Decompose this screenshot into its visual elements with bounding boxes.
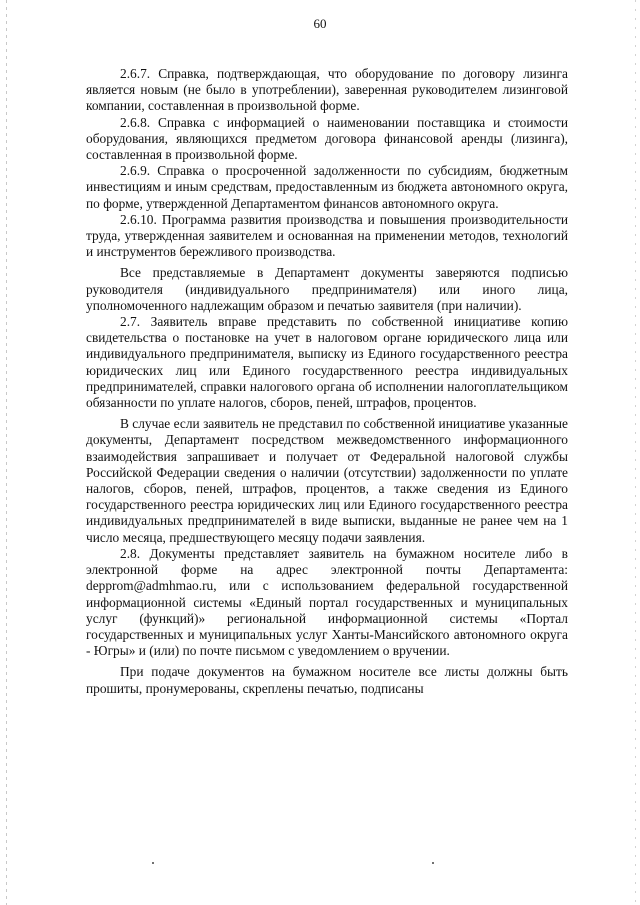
paragraph-2-8: 2.8. Документы представляет заявитель на бумажном носителе либо в электронной форме на адрес электронной почты Департамента: depprom@admhmao.ru, или с использованием федеральной государственной информационной системы «Единый портал государственных и муниципальных услуг (функций)» региональной информационной системы «Портал государственных и муниципальных услуг Ханты-Мансийского автономного округа - Югры» и (или) по почте письмом с уведомлением о вручении. [86,545,568,659]
paragraph-2-6-7: 2.6.7. Справка, подтверждающая, что оборудование по договору лизинга является новым (не было в употреблении), заверенная руководителем лизинговой компании, составленная в произвольной форме. [86,66,568,114]
paragraph-paper-submission: При подаче документов на бумажном носителе все листы должны быть прошиты, пронумерованы, скреплены печатью, подписаны [86,664,568,696]
document-body [86,66,568,697]
paragraph-2-6-10: 2.6.10. Программа развития производства и повышения производительности труда, утвержденная заявителем и основанная на применении методов, технологий и инструментов бережливого производства. [86,211,568,260]
paragraph-certification: Все представляемые в Департамент документы заверяются подписью руководителя (индивидуального предпринимателя) или иного лица, уполномоченного надлежащим образом и печатью заявителя (при наличии). [86,265,568,313]
paragraph-2-7: 2.7. Заявитель вправе представить по собственной инициативе копию свидетельства о постановке на учет в налоговом органе юридического лица или индивидуального предпринимателя, выписку из Единого государственного реестра юридических лиц или Единого государственного реестра индивидуальных предпринимателей, справки налогового органа об исполнении налогоплательщиком обязанности по уплате налогов, сборов, пеней, штрафов, процентов. [86,314,568,411]
scan-edge-left [6,0,7,905]
paragraph-2-6-9: 2.6.9. Справка о просроченной задолженности по субсидиям, бюджетным инвестициям и иным средствам, предоставленным из бюджета автономного округа, по форме, утвержденной Департаментом финансов автономного округа. [86,163,568,211]
scan-edge-right [635,0,636,905]
page-number: 60 [313,16,327,31]
paragraph-2-6-8: 2.6.8. Справка с информацией о наименовании поставщика и стоимости оборудования, являющихся предметом договора финансовой аренды (лизинга), составленная в произвольной форме. [86,114,568,163]
scan-speck [432,862,434,864]
scan-speck [152,862,154,864]
paragraph-2-7-interagency: В случае если заявитель не представил по собственной инициативе указанные документы, Департамент посредством межведомственного информационного взаимодействия запрашивает и получает от Федеральной налоговой службы Российской Федерации сведения о наличии (отсутствии) задолженности по уплате налогов, сборов, пеней, штрафов, процентов, а также сведения из Единого государственного реестра юридических лиц или Единого государственного реестра индивидуальных предпринимателей в виде выписки, выданные не ранее чем на 1 число месяца, предшествующего месяцу подачи заявления. [86,416,568,545]
